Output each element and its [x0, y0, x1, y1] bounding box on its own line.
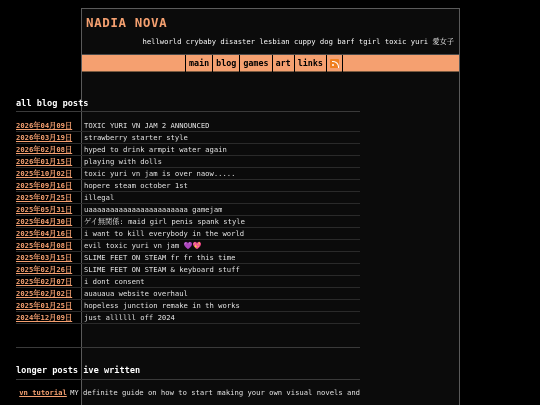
nav-blog[interactable]: blog: [212, 55, 239, 72]
post-date-link[interactable]: 2025年03月15日: [16, 252, 73, 262]
post-title: evil toxic yuri vn jam 💜💖: [84, 241, 202, 250]
post-title: auauaua website overhaul: [84, 289, 188, 298]
nav-links[interactable]: links: [294, 55, 326, 72]
post-date-link[interactable]: 2025年02月07日: [16, 276, 73, 286]
list-item: [16, 132, 360, 144]
list-item: [16, 252, 360, 264]
post-date-link[interactable]: 2026年04月09日: [16, 120, 73, 130]
list-item: [16, 264, 360, 276]
post-title: SLIME FEET ON STEAM & keyboard stuff: [84, 265, 240, 274]
post-date-link[interactable]: 2025年10月02日: [16, 168, 73, 178]
post-date-link[interactable]: 2024年12月09日: [16, 312, 73, 322]
site-title[interactable]: NADIA NOVA: [86, 15, 168, 30]
post-title: hopeless junction remake in th works: [84, 301, 240, 310]
list-item: [16, 312, 360, 324]
post-date-link[interactable]: 2025年02月26日: [16, 264, 73, 274]
post-title: just allllll off 2024: [84, 313, 175, 322]
list-item: [16, 120, 360, 132]
list-item: [16, 168, 360, 180]
post-title: strawberry starter style: [84, 133, 188, 142]
post-date-link[interactable]: 2025年05月31日: [16, 204, 73, 214]
post-date-link[interactable]: 2025年02月02日: [16, 288, 73, 298]
post-date-link[interactable]: 2025年07月25日: [16, 192, 73, 202]
post-title: i dont consent: [84, 277, 145, 286]
rss-icon: [330, 59, 339, 68]
post-title: TOXIC YURI VN JAM 2 ANNOUNCED: [84, 121, 210, 130]
nav-rss[interactable]: [326, 55, 343, 72]
post-date-link[interactable]: 2025年09月16日: [16, 180, 73, 190]
blog-heading: all blog posts: [16, 99, 89, 109]
post-date-link[interactable]: 2025年04月08日: [16, 240, 73, 250]
list-item: [16, 156, 360, 168]
list-item: [16, 288, 360, 300]
list-item: [16, 228, 360, 240]
post-title: hopere steam october 1st: [84, 181, 188, 190]
post-title: illegal: [84, 193, 115, 202]
list-item: [16, 388, 360, 397]
post-date-link[interactable]: 2025年04月16日: [16, 228, 73, 238]
nav-games[interactable]: games: [239, 55, 271, 72]
post-date-link[interactable]: 2026年01月15日: [16, 156, 73, 166]
list-item: [16, 192, 360, 204]
site-header: [82, 9, 459, 55]
site-tagline: hellworld crybaby disaster lesbian cuppy dog barf tgirl toxic yuri 愛女子: [142, 37, 454, 46]
post-title: i want to kill everybody in the world: [84, 229, 245, 238]
list-item: [16, 300, 360, 312]
post-date-link[interactable]: 2025年01月25日: [16, 300, 73, 310]
main-nav: [185, 55, 343, 72]
post-title: ゲイ無関係: maid girl penis spank style: [84, 216, 245, 226]
post-title: toxic yuri vn jam is over naow.....: [84, 169, 236, 178]
blog-post-list: [16, 120, 360, 324]
post-date-link[interactable]: 2026年03月19日: [16, 132, 73, 142]
post-title: SLIME FEET ON STEAM fr fr this time: [84, 253, 236, 262]
post-date-link[interactable]: 2025年04月30日: [16, 216, 73, 226]
longer-posts-heading: longer posts ive written: [16, 366, 141, 376]
list-item: [16, 144, 360, 156]
longer-posts-list: [16, 388, 360, 397]
list-item: [16, 240, 360, 252]
nav-bar: [82, 55, 459, 72]
list-item: [16, 216, 360, 228]
list-item: [16, 204, 360, 216]
post-title: uaaaaaaaaaaaaaaaaaaaaaaa gamejam: [84, 205, 223, 214]
post-title: playing with dolls: [84, 157, 162, 166]
vn-tutorial-link[interactable]: vn tutorial: [19, 388, 67, 397]
blog-heading-divider: [16, 111, 360, 112]
nav-art[interactable]: art: [272, 55, 294, 72]
long-post-description: MY definite guide on how to start making your own visual novels and: [70, 388, 360, 397]
list-item: [16, 180, 360, 192]
nav-main[interactable]: main: [185, 55, 212, 72]
post-date-link[interactable]: 2026年02月08日: [16, 144, 73, 154]
post-title: hyped to drink armpit water again: [84, 145, 227, 154]
blog-list-end-divider: [16, 347, 360, 348]
list-item: [16, 276, 360, 288]
longer-posts-divider: [16, 379, 360, 380]
